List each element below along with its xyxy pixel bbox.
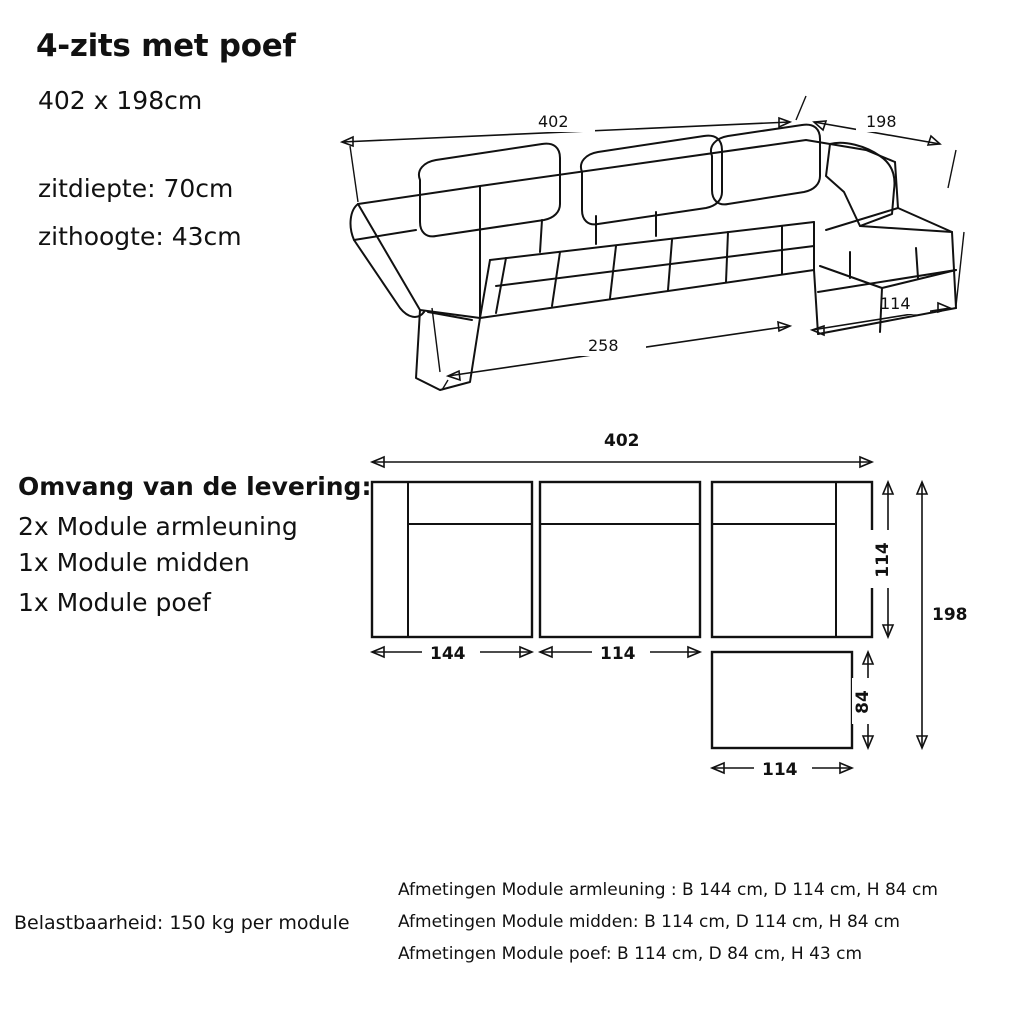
dimension-114-middle: 114 <box>600 644 636 664</box>
seat-height-label: zithoogte: 43cm <box>38 222 242 251</box>
dimension-114-perspective: 114 <box>880 294 911 313</box>
dimension-middle-module-text: Afmetingen Module midden: B 114 cm, D 114 cm, H 84 cm <box>398 912 900 932</box>
scope-item-ottoman-module: 1x Module poef <box>18 588 211 617</box>
seat-depth-label: zitdiepte: 70cm <box>38 174 234 203</box>
module-armrest-right <box>712 482 872 637</box>
dimension-ottoman-width-perspective <box>812 232 964 335</box>
dimension-ottoman-module-text: Afmetingen Module poef: B 114 cm, D 84 cm, H 43 cm <box>398 944 863 964</box>
module-middle <box>540 482 700 637</box>
scope-item-middle-module: 1x Module midden <box>18 548 250 577</box>
dimension-total-width-plan <box>372 428 872 467</box>
dimension-402-top: 402 <box>538 112 569 131</box>
dimension-module-arm-width <box>372 642 532 664</box>
dimension-ottoman-depth <box>852 652 876 748</box>
dimension-402-plan: 402 <box>604 431 640 451</box>
sofa-body <box>351 125 956 390</box>
sofa-perspective-drawing <box>320 80 1020 420</box>
dimension-198: 198 <box>866 112 897 131</box>
dimension-114-depth: 114 <box>873 542 893 578</box>
page-title: 4-zits met poef <box>36 28 296 64</box>
dimension-198-plan: 198 <box>932 605 968 625</box>
dimension-114-ottoman: 114 <box>762 760 798 780</box>
overall-dimensions-label: 402 x 198cm <box>38 86 203 115</box>
module-armrest-left <box>372 482 532 637</box>
dimension-depth-perspective <box>814 110 956 188</box>
dimension-144: 144 <box>430 644 466 664</box>
dimension-258: 258 <box>588 336 619 355</box>
dimension-module-depth <box>870 482 894 637</box>
dimension-ottoman-width-plan <box>712 758 852 780</box>
scope-of-delivery-title: Omvang van de levering: <box>18 472 372 501</box>
dimension-total-depth <box>917 482 976 748</box>
scope-item-armrest-module: 2x Module armleuning <box>18 512 298 541</box>
load-capacity-label: Belastbaarheid: 150 kg per module <box>14 912 350 934</box>
dimension-armrest-module-text: Afmetingen Module armleuning : B 144 cm, D 114 cm, H 84 cm <box>398 880 938 900</box>
module-ottoman <box>712 652 852 748</box>
dimension-84: 84 <box>853 690 873 714</box>
modules-plan-drawing <box>340 420 1010 810</box>
dimension-seat-width-perspective <box>432 308 790 390</box>
dimension-module-mid-width <box>540 642 700 664</box>
